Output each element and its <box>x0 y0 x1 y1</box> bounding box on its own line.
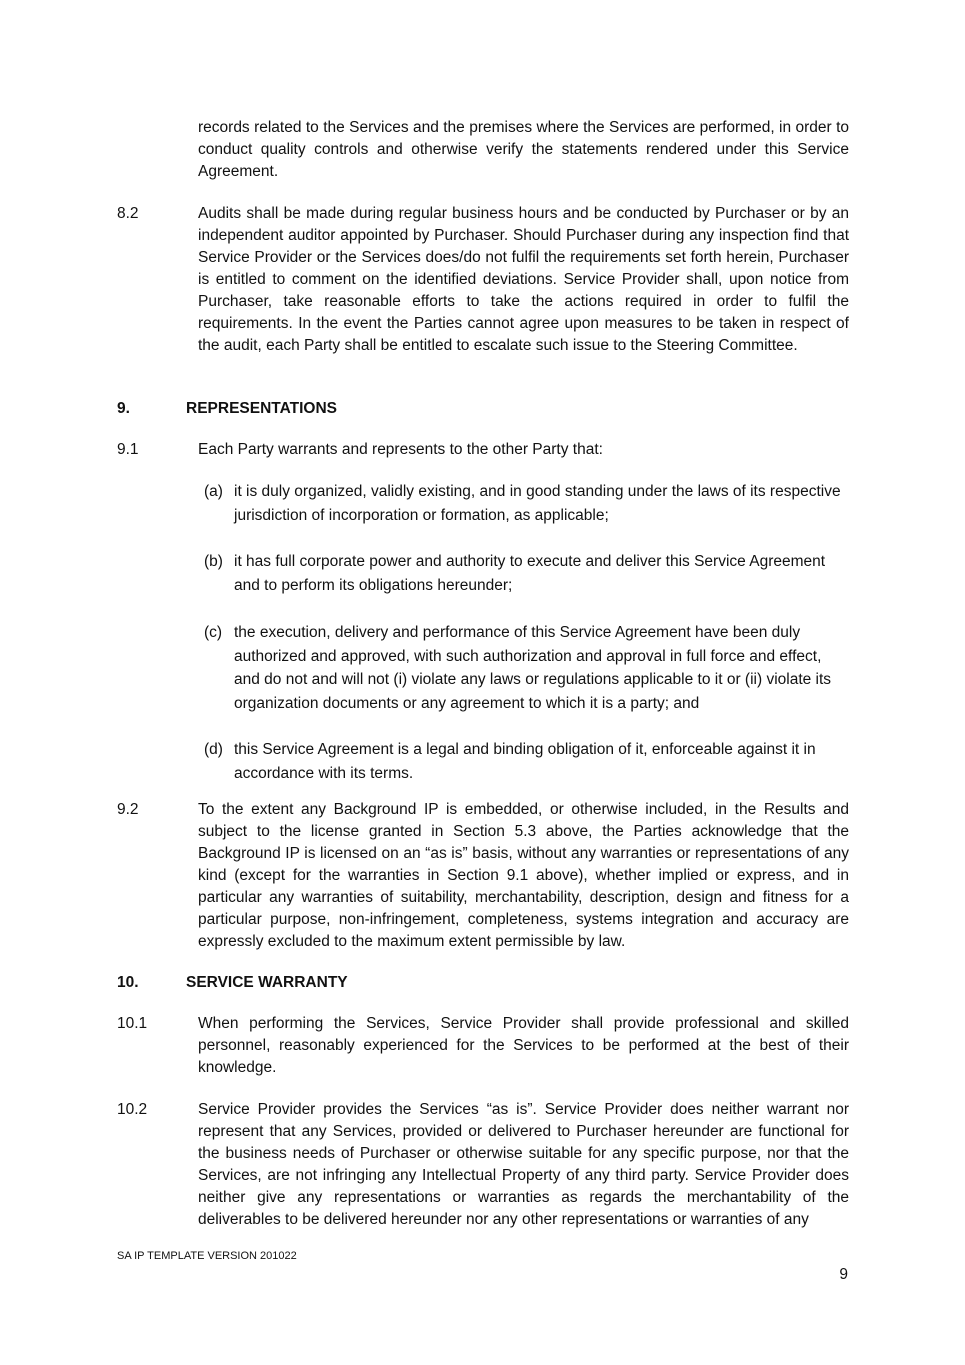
clause-10-1-text: When performing the Services, Service Provider shall provide professional and skilled personnel, reasonably experienced for the Services to be performed at the best of their knowledge. <box>198 1015 849 1076</box>
list-item-text-a: it is duly organized, validly existing, and in good standing under the laws of its respective jurisdiction of incorporation or formation, as applicable; <box>234 483 841 524</box>
page-number: 9 <box>839 1266 848 1283</box>
clause-9-2-text: To the extent any Background IP is embedded, or otherwise included, in the Results and subject to the license granted in Section 5.3 above, the Parties acknowledge that the Background IP is licensed on an “as is” basis, without any warranties or representations of any kind (except for the warranties in Section 9.1 above), whether implied or express, and in particular any warranties of suitability, merchantability, description, design and fitness for a particular purpose, non-infringement, completeness, systems integration and accuracy are expressly excluded to the maximum extent permissible by law. <box>198 801 849 950</box>
list-item-label-c: (c) <box>204 624 223 641</box>
clause-9-2-number: 9.2 <box>117 801 139 818</box>
list-item-text-c: the execution, delivery and performance of this Service Agreement have been duly authorized and approved, with such authorization and approval in full force and effect, and do not and will not (i) violate any laws or regulations applicable to it or (ii) violate its organization documents or any agreement to which it is a party; and <box>234 624 832 712</box>
list-item-text-d: this Service Agreement is a legal and binding obligation of it, enforceable against it in accordance with its terms. <box>234 741 816 782</box>
section-9-number: 9. <box>117 400 130 417</box>
clause-10-1-number: 10.1 <box>117 1015 148 1032</box>
continuation-paragraph: records related to the Services and the premises where the Services are performed, in order to conduct quality controls and otherwise verify the statements rendered under this Service Agreement. <box>198 119 849 180</box>
clause-8-2-text: Audits shall be made during regular business hours and be conducted by Purchaser or by an independent auditor appointed by Purchaser. Should Purchaser during any inspection find that Service Provider or the Services does/do not fulfil the requirements set forth herein, Purchaser is entitled to comment on the identified deviations. Service Provider shall, upon notice from Purchaser, take reasonable efforts to take the actions required in order to fulfil the requirements. In the event the Parties cannot agree upon measures to be taken in respect of the audit, each Party shall be entitled to escalate such issue to the Steering Committee. <box>198 205 849 354</box>
list-item-label-a: (a) <box>204 483 223 500</box>
list-item-text-b: it has full corporate power and authority to execute and deliver this Service Agreement and to perform its obligations hereunder; <box>234 553 826 594</box>
clause-9-1-text: Each Party warrants and represents to the other Party that: <box>198 441 603 458</box>
list-item-label-b: (b) <box>204 553 223 570</box>
section-10-title: SERVICE WARRANTY <box>186 974 348 991</box>
section-9-title: REPRESENTATIONS <box>186 400 337 417</box>
clause-9-1-number: 9.1 <box>117 441 139 458</box>
footer-template-version: SA IP TEMPLATE VERSION 201022 <box>117 1250 297 1262</box>
list-item-label-d: (d) <box>204 741 223 758</box>
clause-10-2-number: 10.2 <box>117 1101 148 1118</box>
section-10-number: 10. <box>117 974 139 991</box>
clause-8-2-number: 8.2 <box>117 205 139 222</box>
clause-10-2-text: Service Provider provides the Services “as is”. Service Provider does neither warrant nor represent that any Services, provided or delivered to Purchaser hereunder are functional for the business needs of Purchaser or otherwise suitable for any specific purpose, nor that the Services, are not infringing any Intellectual Property of any third party. Service Provider does neither give any representations or warranties as regards the merchantability of the deliverables to be delivered hereunder nor any other representations or warranties of any <box>198 1101 849 1228</box>
